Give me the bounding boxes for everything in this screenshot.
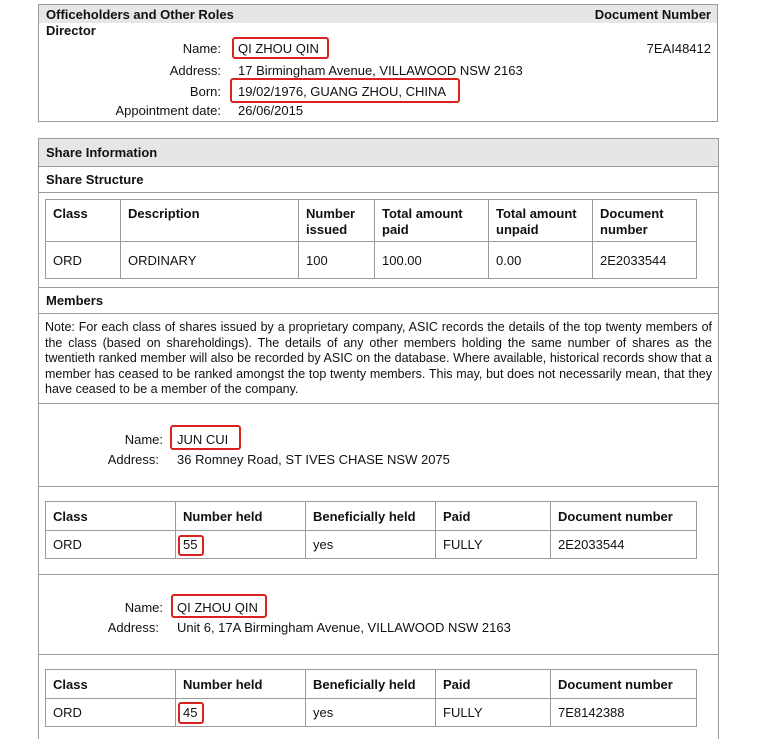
director-address-label: Address: (169, 63, 221, 78)
column-header: Document number (593, 200, 697, 242)
director-born: 19/02/1976, GUANG ZHOU, CHINA (238, 84, 447, 99)
column-header: Class (46, 502, 176, 531)
director-address: 17 Birmingham Avenue, VILLAWOOD NSW 2163 (238, 63, 523, 78)
column-header: Description (121, 200, 299, 242)
column-header: Document number (551, 502, 697, 531)
member-holding-table (45, 501, 697, 559)
divider (39, 574, 718, 575)
table-cell: yes (306, 531, 436, 559)
table-cell: 0.00 (489, 242, 593, 279)
members-title: Members (46, 293, 104, 308)
member-holding-table (45, 669, 697, 727)
column-header: Paid (436, 670, 551, 699)
table-cell: 100.00 (375, 242, 489, 279)
member-name-highlight (171, 594, 267, 618)
director-name-highlight (232, 37, 329, 59)
column-header: Number held (176, 502, 306, 531)
column-header: Class (46, 200, 121, 242)
table-cell: FULLY (436, 699, 551, 727)
divider (39, 403, 718, 404)
document-number-header: Document Number (594, 7, 711, 22)
appointment-date: 26/06/2015 (238, 103, 304, 118)
divider (39, 287, 718, 288)
share-structure-title: Share Structure (46, 172, 144, 187)
number-held-highlight (178, 702, 204, 724)
members-note: Note: For each class of shares issued by a proprietary company, ASIC records the details of the top twenty members of the class (based on shareholdings). The details of any other members holding the same number of shares as the twentieth ranked member will also be recorded by ASIC on the database. Where available, historical records show that a member has ceased to be ranked amongst the top twenty members. This may, but does not necessarily mean, that they have ceased to be a member of the company. (45, 320, 712, 396)
divider (39, 313, 718, 314)
appointment-date-label: Appointment date: (115, 103, 221, 118)
member-address-label: Address: (107, 620, 159, 635)
column-header: Number held (176, 670, 306, 699)
member-address: Unit 6, 17A Birmingham Avenue, VILLAWOOD NSW 2163 (177, 620, 511, 635)
member-name-label: Name: (124, 600, 163, 615)
column-header: Beneficially held (306, 502, 436, 531)
director-born-highlight (230, 78, 460, 103)
table-header-row (46, 502, 697, 531)
divider (39, 192, 718, 193)
member-name: QI ZHOU QIN (177, 600, 258, 615)
column-header: Total amount unpaid (489, 200, 593, 242)
divider (39, 654, 718, 655)
table-cell: 55 (176, 531, 306, 559)
column-header: Document number (551, 670, 697, 699)
table-cell: ORDINARY (121, 242, 299, 279)
table-cell: ORD (46, 531, 176, 559)
director-name-label: Name: (182, 41, 221, 56)
role-title: Director (46, 23, 96, 38)
member-name: JUN CUI (177, 432, 229, 447)
column-header: Paid (436, 502, 551, 531)
table-cell: FULLY (436, 531, 551, 559)
member-address-label: Address: (107, 452, 159, 467)
table-cell: ORD (46, 242, 121, 279)
table-header-row (46, 670, 697, 699)
director-document-number: 7EAI48412 (646, 41, 711, 56)
table-cell: ORD (46, 699, 176, 727)
number-held-highlight (178, 535, 204, 556)
table-cell: 100 (299, 242, 375, 279)
column-header: Beneficially held (306, 670, 436, 699)
divider (39, 486, 718, 487)
column-header: Total amount paid (375, 200, 489, 242)
member-name-highlight (170, 425, 241, 450)
table-row (46, 242, 697, 279)
share-information-title: Share Information (46, 145, 158, 160)
table-cell: 7E8142388 (551, 699, 697, 727)
table-row (46, 531, 697, 559)
table-row (46, 699, 697, 727)
table-cell: yes (306, 699, 436, 727)
director-born-label: Born: (189, 84, 221, 99)
table-header-row (46, 200, 697, 242)
member-name-label: Name: (124, 432, 163, 447)
table-cell: 2E2033544 (551, 531, 697, 559)
column-header: Number issued (299, 200, 375, 242)
share-structure-table (45, 199, 697, 279)
divider (39, 166, 718, 167)
table-cell: 2E2033544 (593, 242, 697, 279)
director-name: QI ZHOU QIN (238, 41, 319, 56)
member-address: 36 Romney Road, ST IVES CHASE NSW 2075 (177, 452, 450, 467)
column-header: Class (46, 670, 176, 699)
officeholders-title: Officeholders and Other Roles (46, 7, 234, 22)
table-cell: 45 (176, 699, 306, 727)
